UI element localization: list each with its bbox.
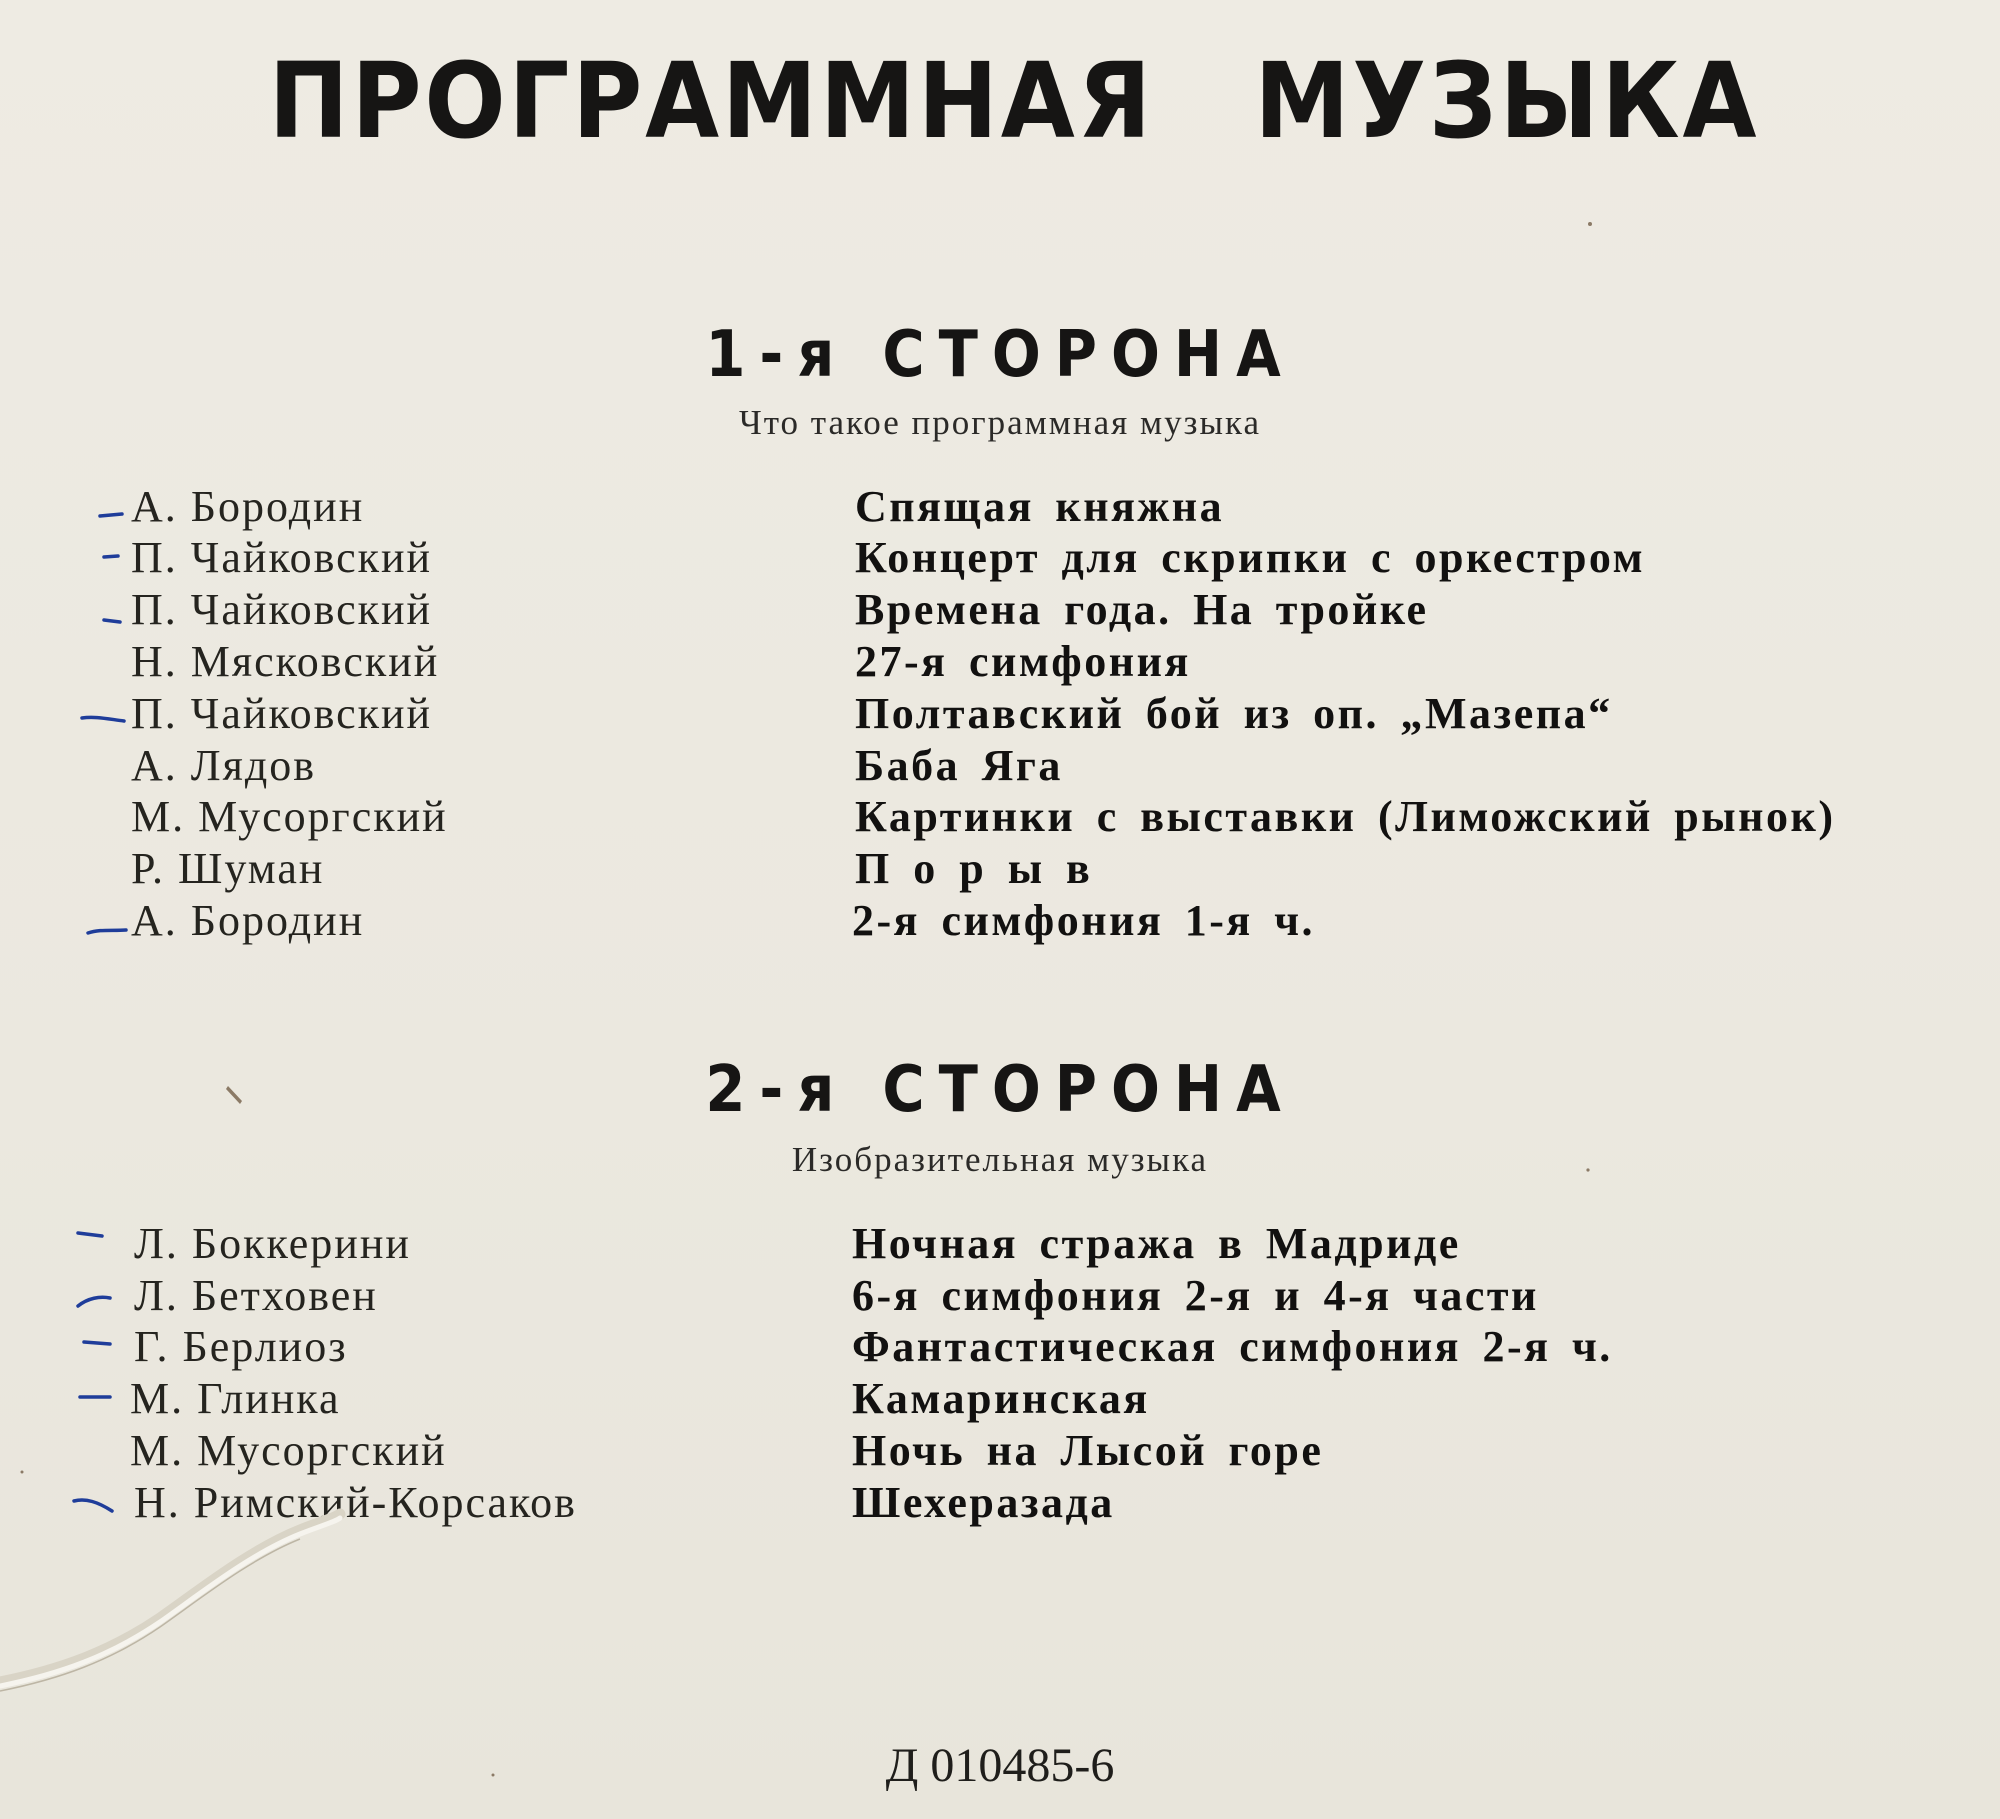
- side-1-subtitle: Что такое программная музыка: [738, 403, 1262, 442]
- piece-title: Ночь на Лысой горе: [852, 1426, 1324, 1475]
- piece-title: Спящая княжна: [855, 482, 1225, 531]
- composer-name: М. Глинка: [130, 1374, 341, 1423]
- piece-title: 6-я симфония 2-я и 4-я части: [852, 1271, 1539, 1320]
- catalog-number: Д 010485-6: [885, 1739, 1115, 1792]
- piece-title: Камаринская: [852, 1374, 1150, 1423]
- composer-name: Н. Римский-Корсаков: [134, 1478, 577, 1527]
- side-1-heading: 1-я СТОРОНА: [705, 318, 1295, 392]
- album-title: ПРОГРАММНАЯ МУЗЫКА: [268, 40, 1760, 162]
- piece-title: Концерт для скрипки с оркестром: [855, 533, 1646, 582]
- composer-name: П. Чайковский: [131, 689, 433, 738]
- piece-title: Полтавский бой из оп. „Мазепа“: [855, 689, 1613, 738]
- composer-name: Л. Боккерини: [134, 1219, 411, 1268]
- piece-title: Шехеразада: [852, 1478, 1115, 1527]
- composer-name: А. Бородин: [131, 482, 365, 531]
- composer-name: М. Мусоргский: [130, 1426, 447, 1475]
- composer-name: М. Мусоргский: [131, 792, 448, 841]
- piece-title: Времена года. На тройке: [855, 585, 1429, 634]
- composer-name: П. Чайковский: [131, 533, 433, 582]
- piece-title: 2-я симфония 1-я ч.: [852, 896, 1316, 945]
- piece-title: 27-я симфония: [855, 637, 1191, 686]
- side-2-heading: 2-я СТОРОНА: [705, 1053, 1295, 1127]
- side-2-subtitle: Изобразительная музыка: [791, 1140, 1209, 1179]
- composer-name: П. Чайковский: [131, 585, 433, 634]
- piece-title: Картинки с выставки (Лиможский рынок): [855, 792, 1836, 841]
- piece-title: П о р ы в: [855, 844, 1093, 893]
- composer-name: А. Бородин: [131, 896, 365, 945]
- composer-name: Г. Берлиоз: [134, 1322, 348, 1371]
- composer-name: Л. Бетховен: [134, 1271, 378, 1320]
- piece-title: Ночная стража в Мадриде: [852, 1219, 1461, 1268]
- composer-name: А. Лядов: [131, 741, 317, 790]
- composer-name: Н. Мясковский: [131, 637, 440, 686]
- piece-title: Баба Яга: [855, 741, 1063, 790]
- piece-title: Фантастическая симфония 2-я ч.: [852, 1322, 1613, 1371]
- composer-name: Р. Шуман: [131, 844, 325, 893]
